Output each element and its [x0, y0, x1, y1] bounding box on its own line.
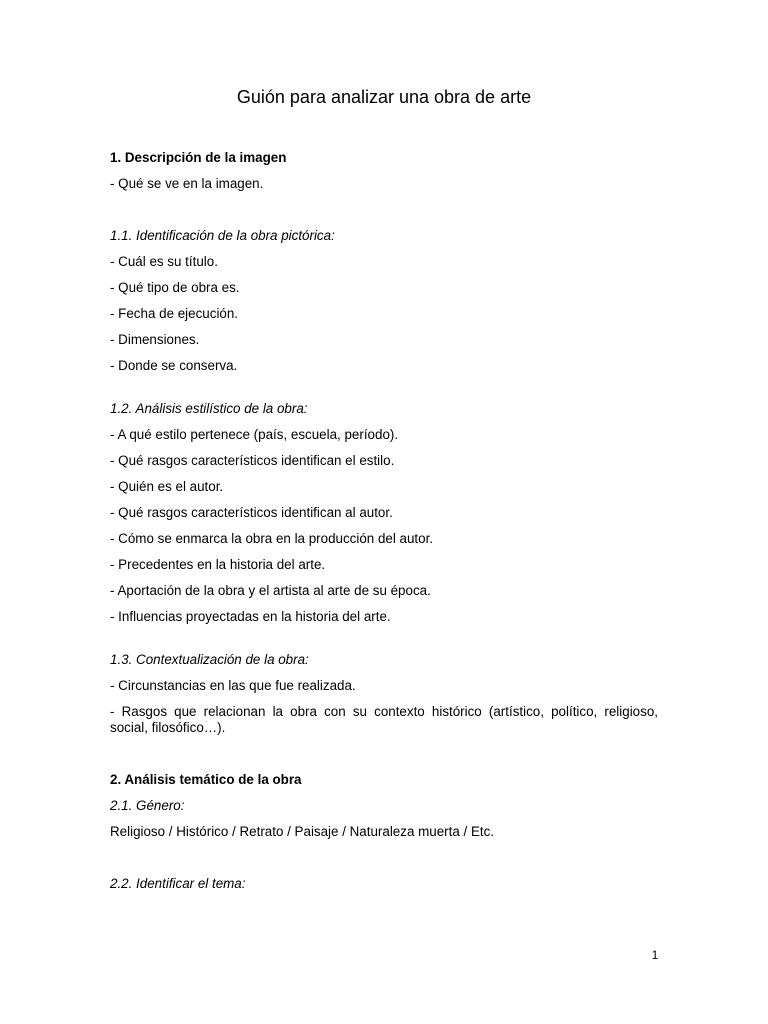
- list-item: - Qué rasgos característicos identifican al autor.: [110, 505, 393, 520]
- list-item: - Dimensiones.: [110, 332, 200, 347]
- list-item: - Cómo se enmarca la obra en la producción del autor.: [110, 531, 434, 546]
- section-heading-1-3: 1.3. Contextualización de la obra:: [110, 652, 309, 667]
- list-item: - Aportación de la obra y el artista al arte de su época.: [110, 583, 431, 598]
- list-item: - Quién es el autor.: [110, 479, 224, 494]
- list-item: - Qué rasgos característicos identifican el estilo.: [110, 453, 395, 468]
- list-item: - Donde se conserva.: [110, 358, 238, 373]
- document-title: Guión para analizar una obra de arte: [236, 87, 532, 107]
- section-heading-1: 1. Descripción de la imagen: [110, 150, 287, 165]
- list-item: - Qué tipo de obra es.: [110, 280, 240, 295]
- section-heading-1-2: 1.2. Análisis estilístico de la obra:: [110, 401, 308, 416]
- list-item: - Cuál es su título.: [110, 254, 218, 269]
- list-item: - Precedentes en la historia del arte.: [110, 557, 326, 572]
- section-heading-1-1: 1.1. Identificación de la obra pictórica:: [110, 228, 335, 243]
- section-heading-2-1: 2.1. Género:: [110, 798, 185, 813]
- section-heading-2-2: 2.2. Identificar el tema:: [110, 876, 246, 891]
- list-item: - Rasgos que relacionan la obra con su contexto histórico (artístico, político, religioso, social, filosófico…).: [110, 704, 658, 735]
- genre-list: Religioso / Histórico / Retrato / Paisaje / Naturaleza muerta / Etc.: [110, 824, 495, 839]
- list-item: - A qué estilo pertenece (país, escuela, período).: [110, 427, 399, 442]
- list-item: - Qué se ve en la imagen.: [110, 176, 264, 191]
- document-content: [110, 86, 658, 892]
- list-item: - Circunstancias en las que fue realizada.: [110, 678, 356, 693]
- page-number: 1: [651, 948, 659, 962]
- list-item: - Influencias proyectadas en la historia del arte.: [110, 609, 391, 624]
- list-item: - Fecha de ejecución.: [110, 306, 239, 321]
- section-heading-2: 2. Análisis temático de la obra: [110, 772, 302, 787]
